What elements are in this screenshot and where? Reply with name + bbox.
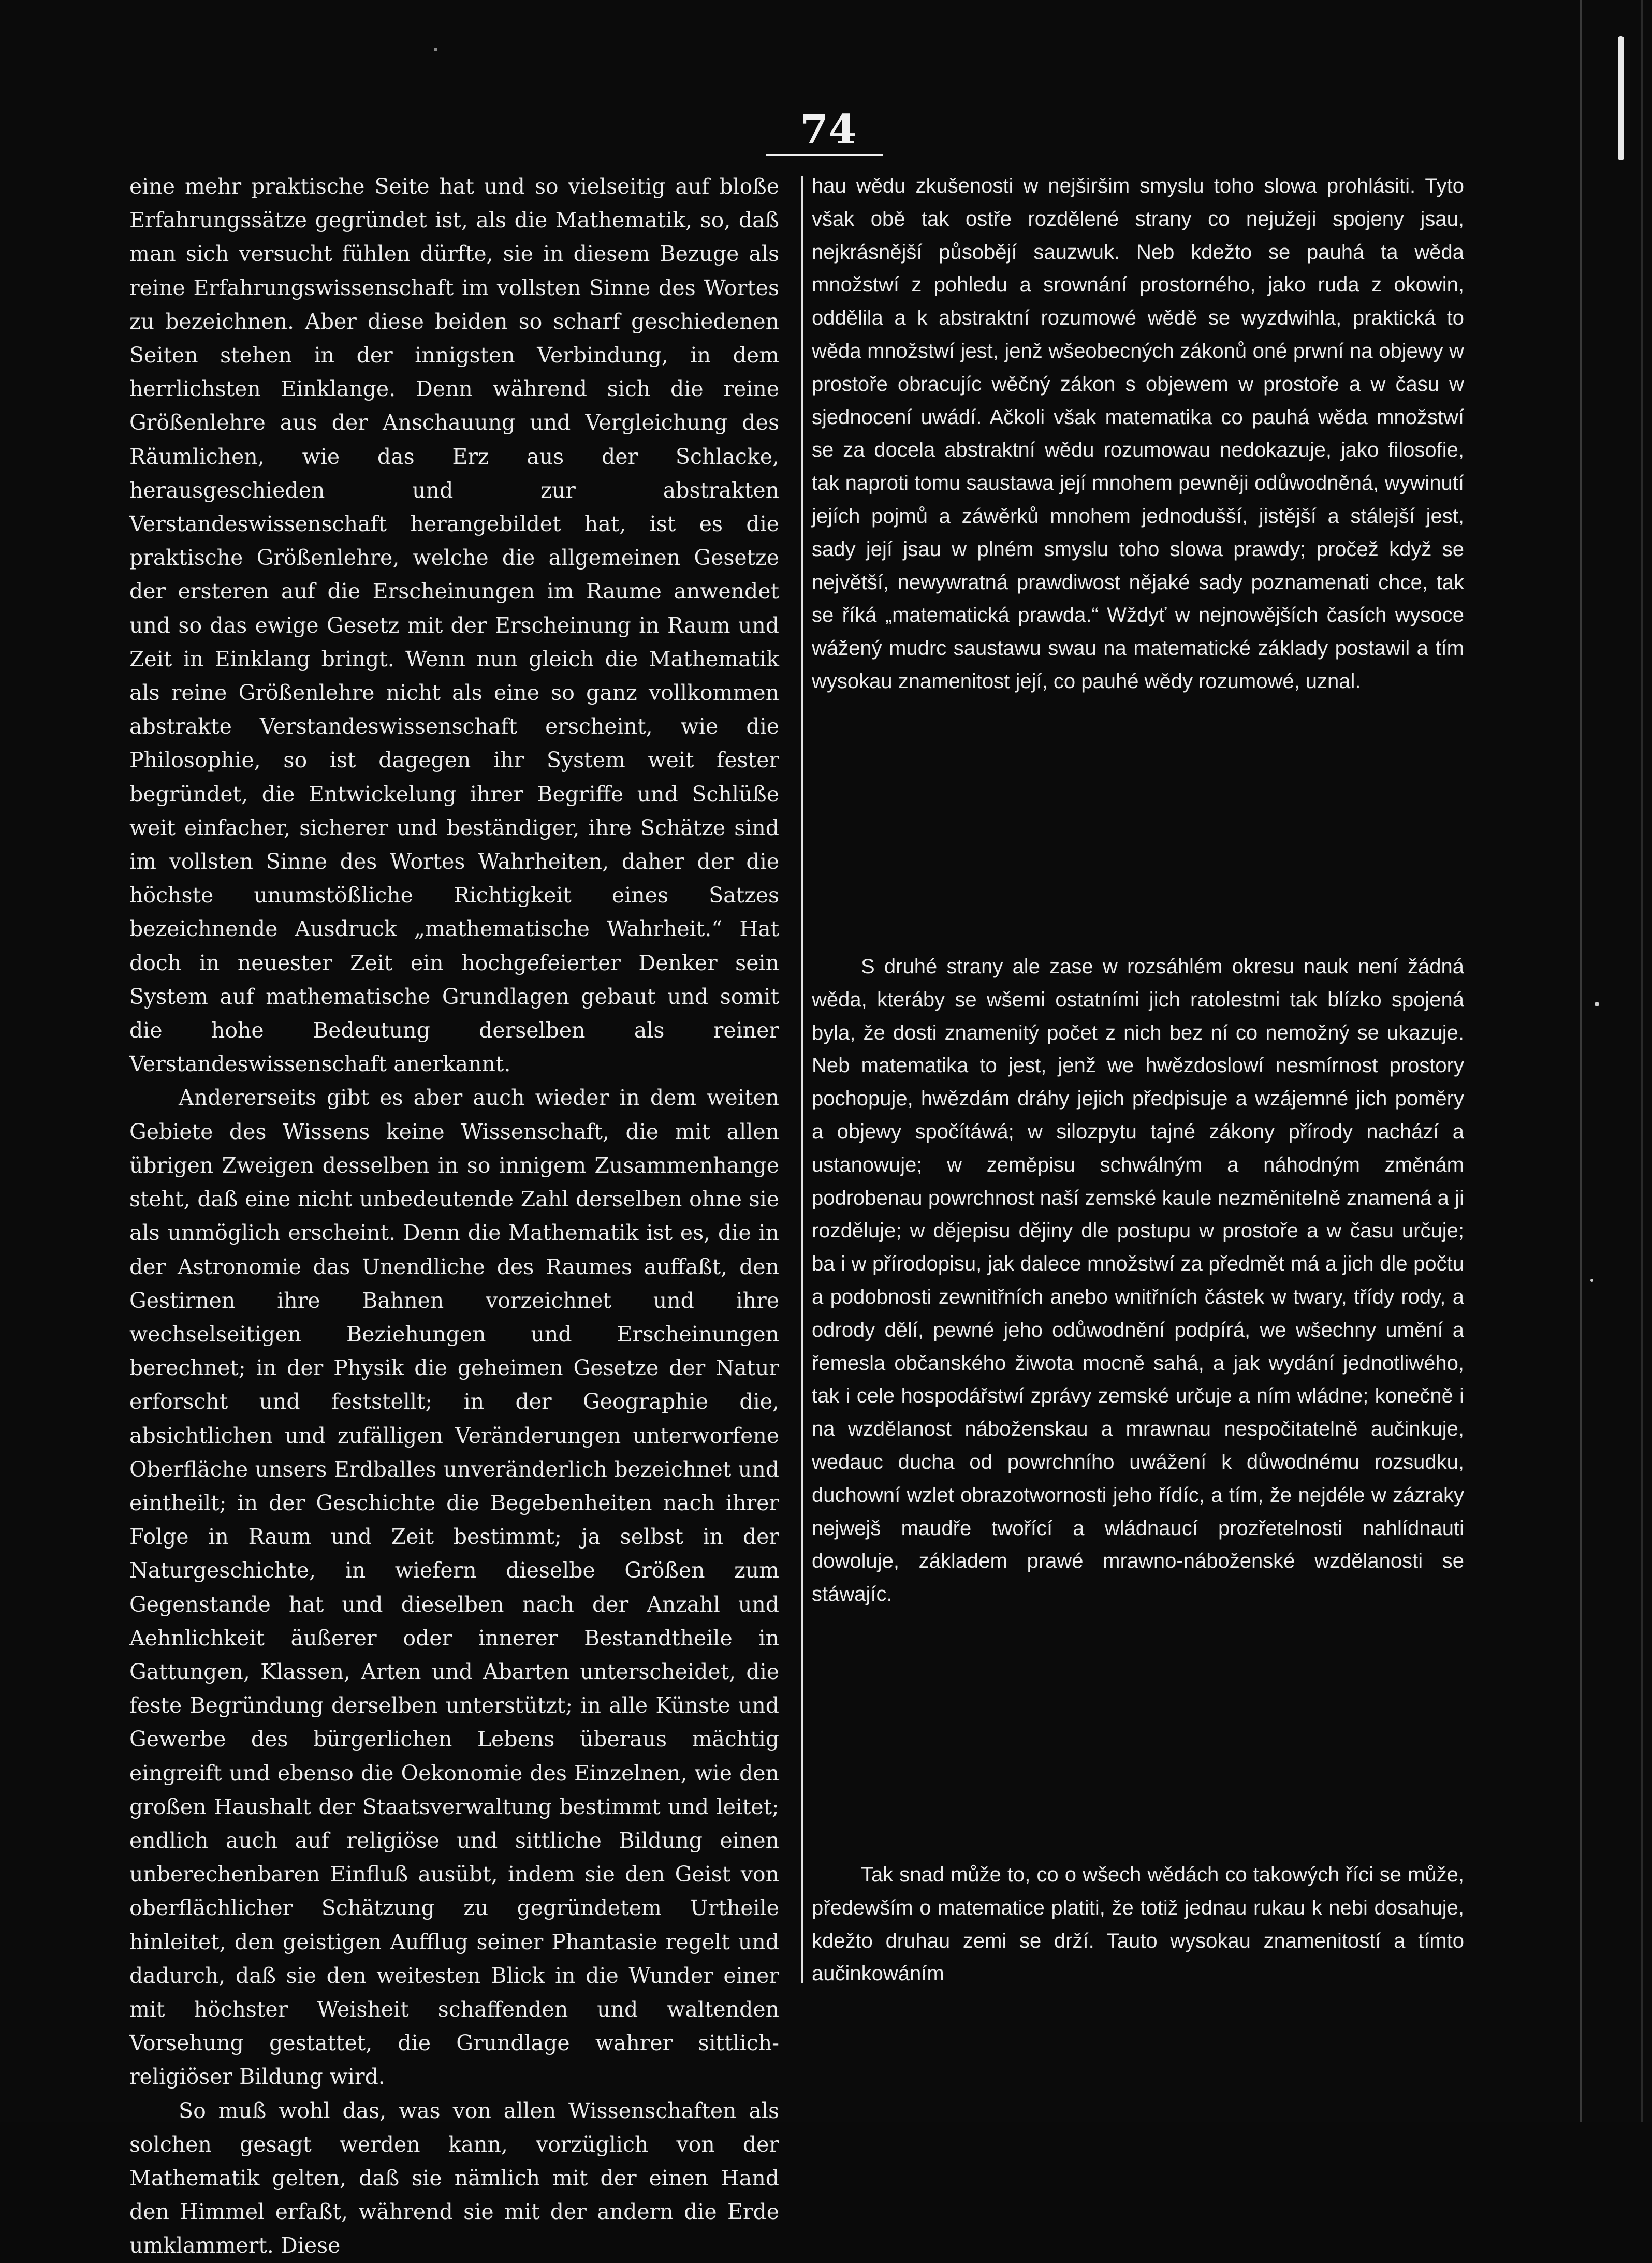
- paragraph: S druhé strany ale zase w rozsáhlém okresu nauk není žádná wěda, kteráby se wšemi ostatními jich ratolestmi tak blízko spojená byla, že dosti znamenitý počet z nich bez ní co nemožný se ukazuje. Neb matematika to jest, jenž we hwězdoslowí nesmírnost prostory pochopuje, hwězdám dráhy jejich předpisuje a wzájemné jich poměry a objewy spočítáwá; w silozpytu tajné zákony přírody nachází a ustanowuje; w zeměpisu schwálným a náhodným změnám podrobenau powrchnost naší zemské kaule nezměnitelně znamená a ji rozděluje; w dějepisu dějiny dle postupu w prostoře a w času určuje; ba i w přírodopisu, jak dalece množstwí za předmět má a jich dle počtu a podobnosti zewnitřních anebo wnitřních částek w twary, třídy rody, a odrody dělí, pewné jeho odůwodnění podpírá, we wšechny umění a řemesla občanského žiwota mocně sahá, a jak wydání jednotliwého, tak i cele hospodářstwí zprávy zemské určuje a ním wládne; konečně i na wzdělanost náboženskau a mrawnau nespočitatelně aučinkuje, wedauc ducha od powrchního uwážení k důwodnému rozsudku, duchowní wzlet obrazotwornosti jeho řídíc, a tím, že nejdéle w zázraky nejwejš maudře twořící a wládnaucí prozřetelnosti nahlídnauti dowoluje, základem prawé mrawno-náboženské wzdělanosti se stáwajíc.: [812, 955, 1464, 1606]
- scan-speck: [434, 48, 437, 51]
- scan-speck: [1590, 1279, 1593, 1282]
- paragraph: So muß wohl das, was von allen Wissenschaften als solchen gesagt werden kann, vorzüglich von der Mathematik gelten, daß sie nämlich mit der einen Hand den Himmel erfaßt, während sie mit der andern die Erde umklammert. Diese: [129, 2098, 779, 2258]
- scan-registration-mark: [1618, 36, 1624, 160]
- scan-border-line: [1641, 0, 1643, 2122]
- paragraph: eine mehr praktische Seite hat und so vielseitig auf bloße Erfahrungssätze gegründet ist, als die Mathematik, so, daß man sich versucht fühlen dürfte, sie in diesem Bezuge als reine Erfahrungswissenschaft im vollsten Sinne des Wortes zu bezeichnen. Aber diese beiden so scharf geschiedenen Seiten stehen in der innigsten Verbindung, in dem herrlichsten Einklange. Denn während sich die reine Größenlehre aus der Anschauung und Vergleichung des Räumlichen, wie das Erz aus der Schlacke, herausgeschieden und zur abstrakten Verstandeswissenschaft herangebildet hat, ist es die praktische Größenlehre, welche die allgemeinen Gesetze der ersteren auf die Erscheinungen im Raume anwendet und so das ewige Gesetz mit der Erscheinung in Raum und Zeit in Einklang bringt. Wenn nun gleich die Mathematik als reine Größenlehre nicht als eine so ganz vollkommen abstrakte Verstandeswissenschaft erscheint, wie die Philosophie, so ist dagegen ihr System weit fester begründet, die Entwickelung ihrer Begriffe und Schlüße weit einfacher, sicherer und beständiger, ihre Schätze sind im vollsten Sinne des Wortes Wahrheiten, daher der die höchste unumstößliche Richtigkeit eines Satzes bezeichnende Ausdruck „mathematische Wahrheit.“ Hat doch in neuester Zeit ein hochgefeierter Denker sein System auf mathematische Grundlagen gebaut und somit die hohe Bedeutung derselben als reiner Verstandeswissenschaft anerkannt.: [129, 174, 779, 1077]
- scan-speck: [1595, 1002, 1599, 1006]
- column-divider: [801, 176, 803, 1983]
- right-column-czech-part-1: [812, 170, 1464, 698]
- page-number-rule: [766, 154, 883, 156]
- paragraph: hau wědu zkušenosti w nejširšim smyslu toho slowa prohlásiti. Tyto však obě tak ostře rozdělené strany co nejužeji spojeny jsau, nejkrásnější působějí sauzwuk. Neb kdežto se pauhá ta wěda množstwí z pohledu a srownání prostorného, jako ruda z okowin, oddělila a k abstraktní rozumowé wědě se wyzdwihla, praktická to wěda množstwí jest, jenž wšeobecných zákonů oné prwní na objewy w prostoře obracujíc wěčný zákon s objewem w prostoře a w času w sjednocení uwádí. Ačkoli však matematika co pauhá wěda množstwí se za docela abstraktní wědu rozumowau nedokazuje, jako filosofie, tak naproti tomu saustawa její mnohem pewněji odůwodněná, wywinutí jejích pojmů a záwěrků mnohem jednodušší, jistější a stálejší jest, sady její jsau w plném smyslu toho slowa prawdy; pročež když se největší, newywratná prawdiwost nějaké sady poznamenati chce, tak se říká „matematická prawda.“ Wždyť w nejnowějších časích wysoce wážený mudrc saustawu swau na matematické základy postawil a tím wysokau znamenitost její, co pauhé wědy rozumowé, uznal.: [812, 174, 1464, 693]
- left-column-german: [129, 170, 779, 2263]
- right-column-czech-part-2: [812, 951, 1464, 1611]
- page-number: 74: [800, 106, 857, 153]
- paragraph: Andererseits gibt es aber auch wieder in dem weiten Gebiete des Wissens keine Wissenschaft, die mit allen übrigen Zweigen desselben in so innigem Zusammenhange steht, daß eine nicht unbedeutende Zahl derselben ohne sie als unmöglich erscheint. Denn die Mathematik ist es, die in der Astronomie das Unendliche des Raumes auffaßt, den Gestirnen ihre Bahnen vorzeichnet und ihre wechselseitigen Beziehungen und Erscheinungen berechnet; in der Physik die geheimen Gesetze der Natur erforscht und feststellt; in der Geographie die, absichtlichen und zufälligen Veränderungen unterworfene Oberfläche unsers Erdballes unveränderlich bezeichnet und eintheilt; in der Geschichte die Begebenheiten nach ihrer Folge in Raum und Zeit bestimmt; ja selbst in der Naturgeschichte, in wiefern dieselbe Größen zum Gegenstande hat und dieselben nach der Anzahl und Aehnlichkeit äußerer oder innerer Bestandtheile in Gattungen, Klassen, Arten und Abarten unterscheidet, die feste Begründung derselben unterstützt; in alle Künste und Gewerbe des bürgerlichen Lebens überaus mächtig eingreift und ebenso die Oekonomie des Einzelnen, wie den großen Haushalt der Staatsverwaltung bestimmt und leitet; endlich auch auf religiöse und sittliche Bildung einen unberechenbaren Einfluß ausübt, indem sie den Geist von oberflächlicher Schätzung zu gegründetem Urtheile hinleitet, den geistigen Aufflug seiner Phantasie regelt und dadurch, daß sie den weitesten Blick in die Wunder einer mit höchster Weisheit schaffenden und waltenden Vorsehung gestattet, die Grundlage wahrer sittlich-religiöser Bildung wird.: [129, 1085, 779, 2090]
- paragraph: Tak snad může to, co o wšech wědách co takowých říci se může, předewším o matematice platiti, že totiž jednau rukau k nebi dosahuje, kdežto druhau zemi se drží. Tauto wysokau znamenitostí a tímto aučinkowáním: [812, 1863, 1464, 1985]
- page-edge-line: [1580, 0, 1582, 2122]
- right-column-czech-part-3: [812, 1859, 1464, 1991]
